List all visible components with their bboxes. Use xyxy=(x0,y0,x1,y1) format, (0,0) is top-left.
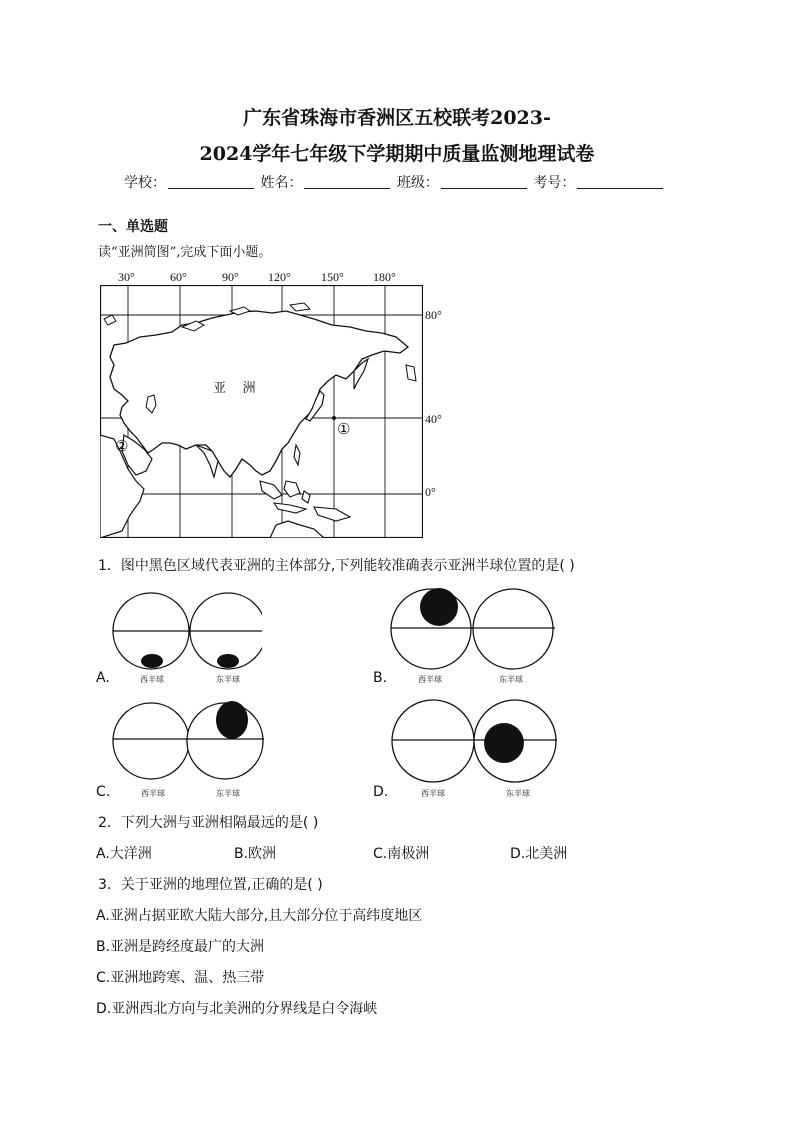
longitude-label-120: 120° xyxy=(268,270,291,284)
section-heading: 一、单选题 xyxy=(98,219,168,235)
q3-option-a[interactable]: A.亚洲占据亚欧大陆大部分,且大部分位于高纬度地区 xyxy=(96,908,423,924)
q1-option-a-diagram[interactable] xyxy=(112,590,262,672)
q1-b-west-label: 西半球 xyxy=(418,675,442,684)
question-2-stem: 2．下列大洲与亚洲相隔最远的是( ) xyxy=(98,815,319,831)
q1-d-west-label: 西半球 xyxy=(421,789,445,798)
asia-region-label: 亚 洲 xyxy=(213,381,256,396)
class-label: 班级： xyxy=(396,175,439,191)
exam-number-blank[interactable] xyxy=(577,176,663,189)
longitude-label-180: 180° xyxy=(373,270,396,284)
longitude-label-30: 30° xyxy=(118,270,135,284)
name-label: 姓名： xyxy=(260,175,303,191)
latitude-label-40: 40° xyxy=(425,412,442,426)
latitude-label-0: 0° xyxy=(425,485,436,499)
school-label: 学校： xyxy=(124,175,166,191)
q2-option-a[interactable]: A.大洋洲 xyxy=(96,846,152,862)
class-blank[interactable] xyxy=(441,176,527,189)
q2-option-d[interactable]: D.北美洲 xyxy=(510,846,568,862)
exam-number-label: 考号： xyxy=(533,175,576,191)
q1-a-east-label: 东半球 xyxy=(216,675,240,684)
longitude-label-60: 60° xyxy=(170,270,187,284)
marker-1: ① xyxy=(337,420,351,438)
q1-option-c-diagram[interactable] xyxy=(112,699,264,783)
q1-option-b-diagram[interactable] xyxy=(389,587,555,672)
marker-2: ② xyxy=(115,437,129,455)
longitude-label-150: 150° xyxy=(321,270,344,284)
q1-c-west-label: 西半球 xyxy=(141,789,165,798)
q1-c-east-label: 东半球 xyxy=(216,789,240,798)
exam-title-line-1: 广东省珠海市香洲区五校联考2023- xyxy=(243,107,551,129)
q2-option-c[interactable]: C.南极洲 xyxy=(373,846,430,862)
exam-title-line-2: 2024学年七年级下学期期中质量监测地理试卷 xyxy=(199,143,595,165)
q3-option-c[interactable]: C.亚洲地跨寒、温、热三带 xyxy=(96,970,265,986)
name-blank[interactable] xyxy=(304,176,390,189)
asia-map xyxy=(100,285,423,538)
longitude-label-90: 90° xyxy=(222,270,239,284)
q1-b-east-label: 东半球 xyxy=(499,675,523,684)
q3-option-b[interactable]: B.亚洲是跨经度最广的大洲 xyxy=(96,939,265,955)
q1-option-b-letter[interactable]: B. xyxy=(373,670,388,686)
question-3-stem: 3．关于亚洲的地理位置,正确的是( ) xyxy=(98,877,323,893)
marker-1-point xyxy=(332,416,336,420)
q1-option-a-letter[interactable]: A. xyxy=(96,670,110,686)
q2-option-b[interactable]: B.欧洲 xyxy=(234,846,277,862)
school-blank[interactable] xyxy=(168,176,254,189)
q3-option-d[interactable]: D.亚洲西北方向与北美洲的分界线是白令海峡 xyxy=(96,1001,378,1017)
q1-d-east-label: 东半球 xyxy=(506,789,530,798)
q1-option-d-diagram[interactable] xyxy=(391,698,559,784)
q1-option-c-letter[interactable]: C. xyxy=(96,784,111,800)
q1-a-west-label: 西半球 xyxy=(140,675,164,684)
q1-option-d-letter[interactable]: D. xyxy=(373,784,389,800)
question-1-stem: 1．图中黑色区域代表亚洲的主体部分,下列能较准确表示亚洲半球位置的是( ) xyxy=(98,558,575,574)
intro-text: 读“亚洲简图”,完成下面小题。 xyxy=(98,245,272,260)
latitude-label-80: 80° xyxy=(425,308,442,322)
student-info-row xyxy=(124,172,665,192)
